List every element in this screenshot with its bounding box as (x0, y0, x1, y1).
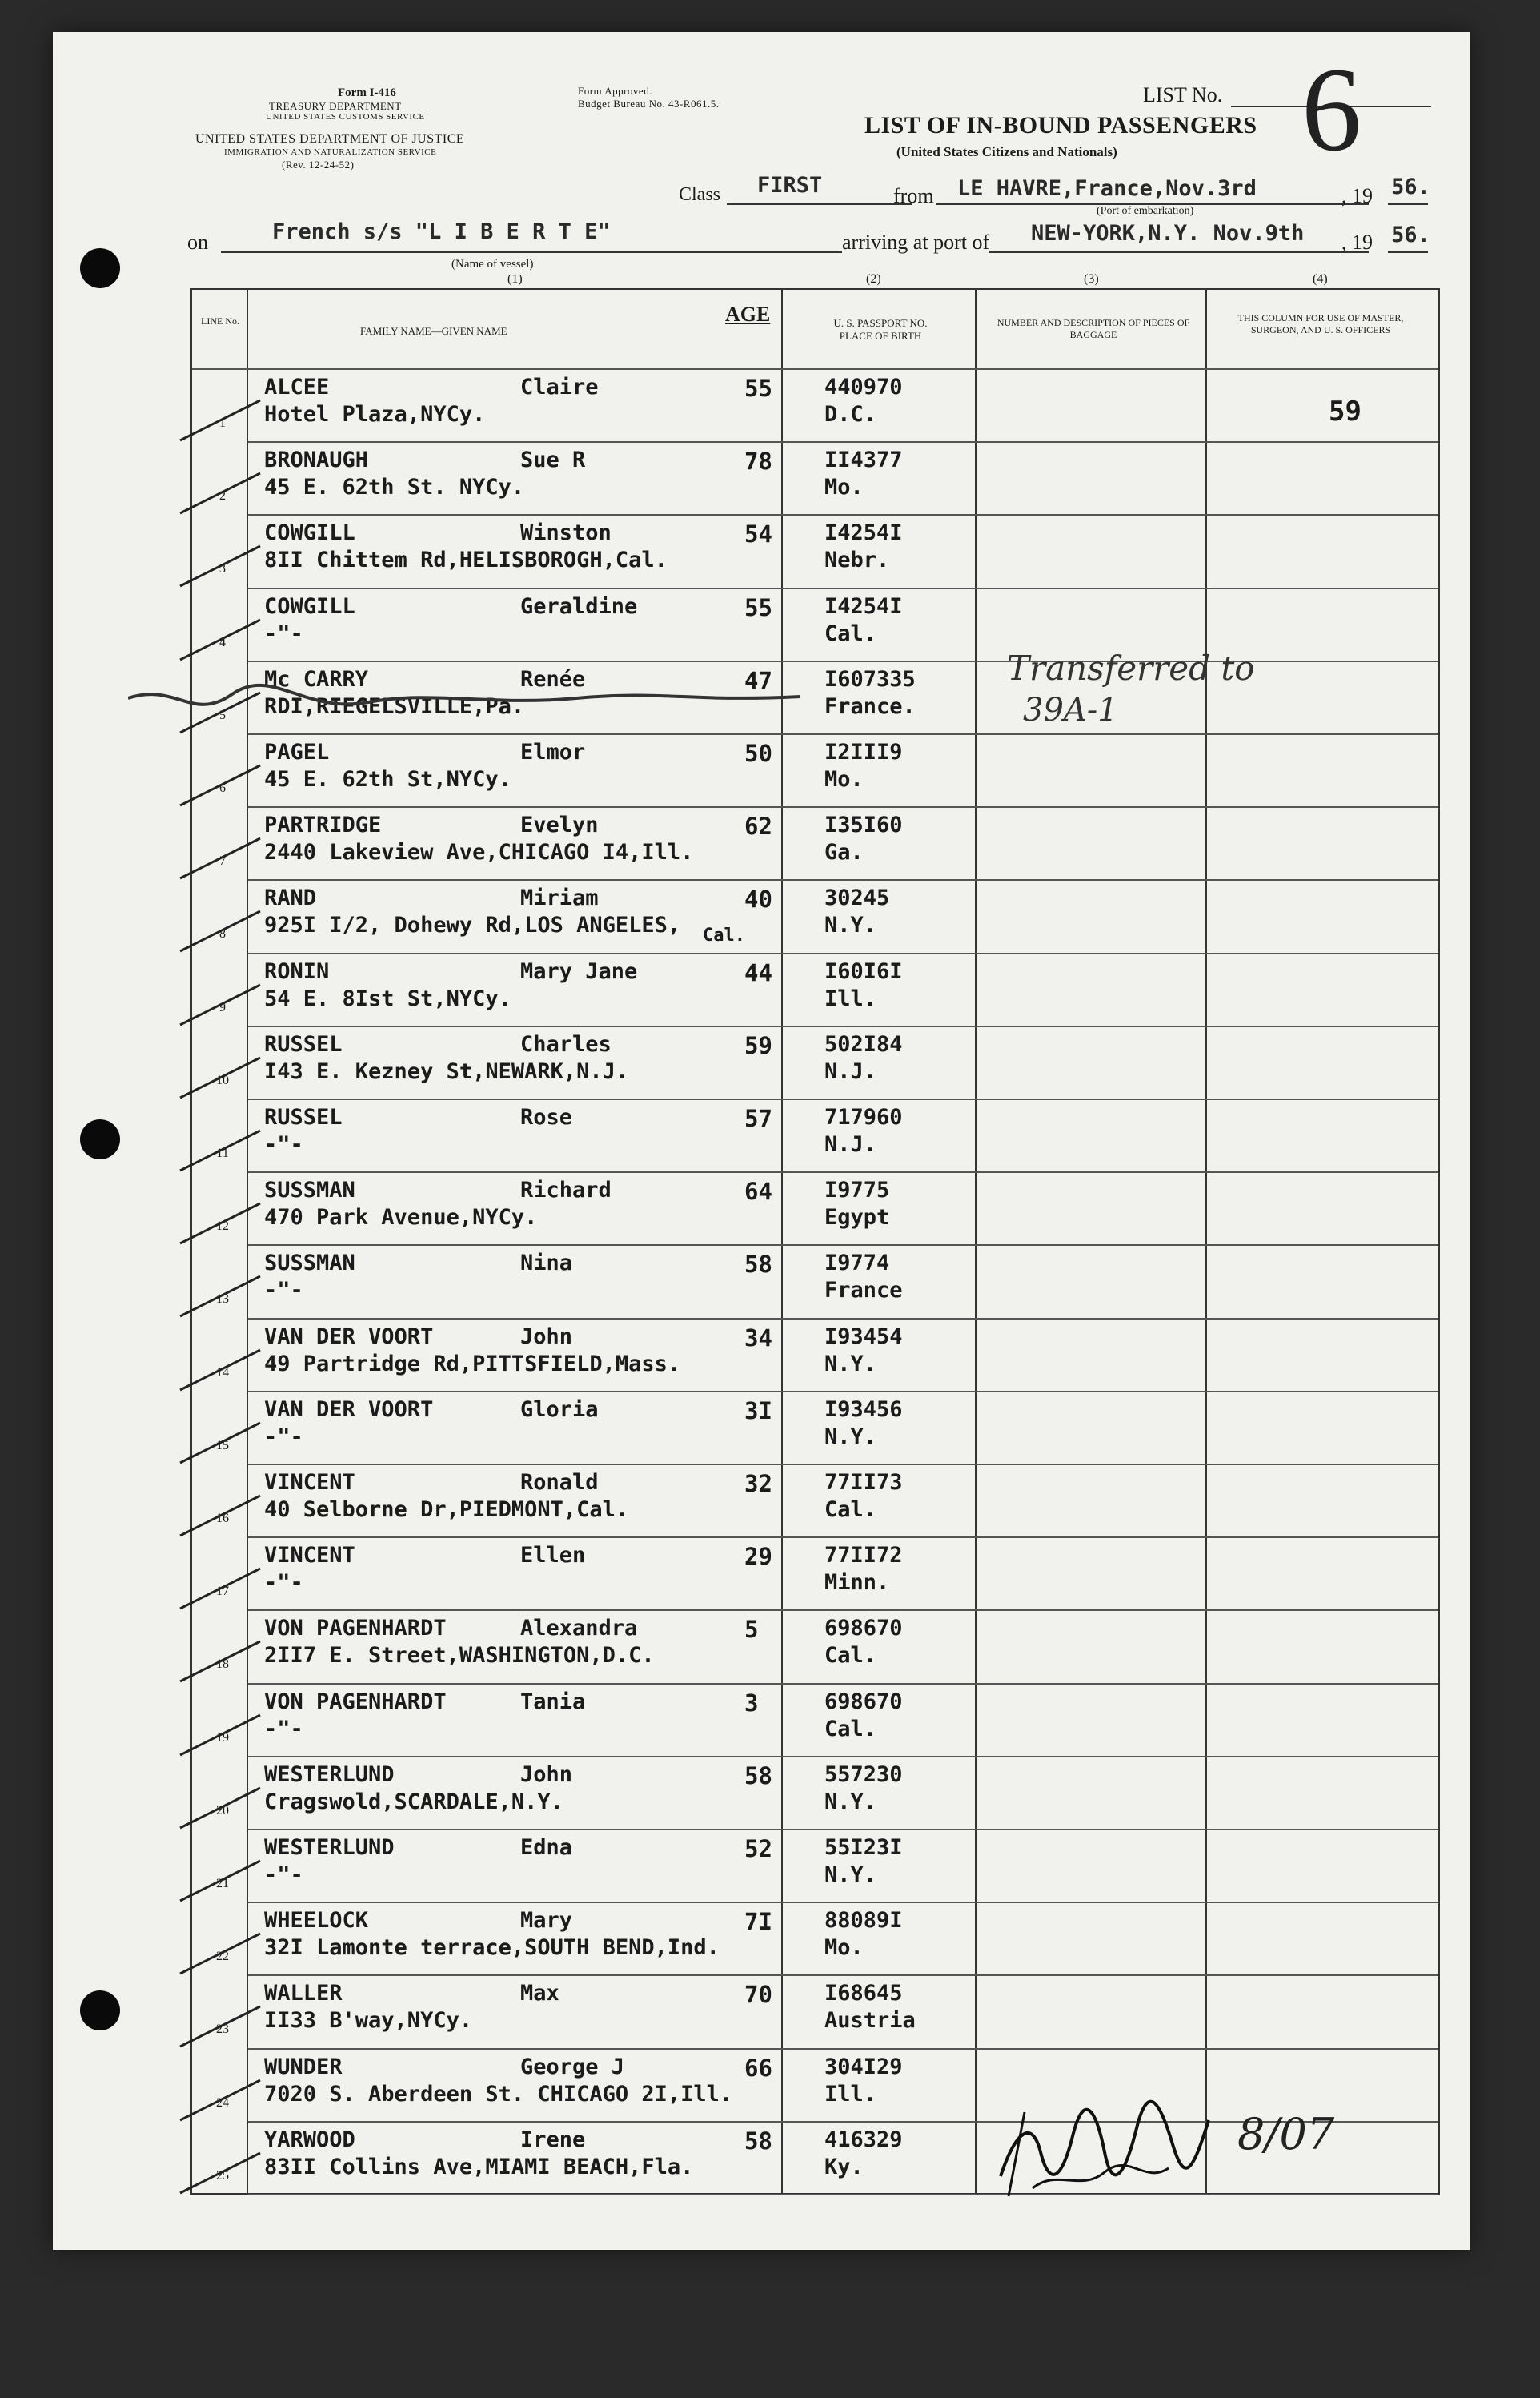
address-continuation: Cal. (703, 926, 745, 946)
address: 8II Chittem Rd,HELISBOROGH,Cal. (264, 548, 668, 573)
place-of-birth: N.Y. (824, 1862, 877, 1887)
strikethrough-line (128, 674, 848, 730)
form-number: Form I-416 (338, 86, 396, 99)
line-number: 17 (216, 1585, 229, 1599)
given-name: John (520, 1761, 573, 1787)
check-mark (172, 2147, 268, 2195)
place-of-birth: Mo. (824, 1935, 864, 1961)
passport-number: I68645 (824, 1981, 903, 2006)
table-row (216, 1246, 1438, 1319)
family-name: BRONAUGH (264, 448, 369, 473)
port-embark-caption: (Port of embarkation) (1097, 205, 1194, 217)
line-number: 20 (216, 1803, 229, 1818)
address: 925I I/2, Dohewy Rd,LOS ANGELES, (264, 913, 681, 938)
year-2: 56. (1391, 223, 1430, 247)
on-label: on (187, 231, 208, 254)
place-of-birth: Ga. (824, 840, 864, 866)
table-row (216, 1757, 1438, 1830)
budget-bureau: Budget Bureau No. 43-R061.5. (578, 98, 720, 110)
family-name: COWGILL (264, 593, 355, 619)
col-2-label: (2) (866, 272, 881, 286)
age: 55 (744, 375, 772, 402)
address: -"- (264, 1132, 303, 1157)
family-name: WALLER (264, 1981, 343, 2006)
place-of-birth: N.Y. (824, 1424, 877, 1449)
family-name: Mc CARRY (264, 666, 369, 692)
age: 78 (744, 448, 772, 476)
line-number: 19 (216, 1730, 229, 1745)
family-name: VINCENT (264, 1543, 355, 1569)
passport-number: 416329 (824, 2127, 903, 2152)
given-name: Rose (520, 1105, 573, 1130)
family-name: SUSSMAN (264, 1251, 355, 1276)
age: 55 (744, 593, 772, 621)
table-row (216, 1976, 1438, 2049)
passport-number: I60I6I (824, 958, 903, 984)
check-mark (172, 1344, 268, 1392)
family-name: ALCEE (264, 375, 330, 400)
passport-number: 717960 (824, 1105, 903, 1130)
given-name: John (520, 1324, 573, 1349)
line-number: 22 (216, 1950, 229, 1964)
age: 70 (744, 1981, 772, 2009)
line-number: 18 (216, 1657, 229, 1672)
place-of-birth: N.Y. (824, 913, 877, 938)
family-name: RAND (264, 886, 317, 911)
line-number: 10 (216, 1073, 229, 1087)
address: I43 E. Kezney St,NEWARK,N.J. (264, 1058, 629, 1084)
officer-count: 59 (1329, 396, 1362, 428)
table-row (219, 808, 1438, 881)
header-age: AGE (725, 303, 771, 326)
given-name: Mary Jane (520, 958, 638, 984)
passport-number: 77II73 (824, 1470, 903, 1495)
table-row (216, 1100, 1438, 1173)
check-mark (172, 613, 268, 661)
passport-number: I93454 (824, 1324, 903, 1349)
passport-number: I2III9 (824, 740, 903, 765)
given-name: Edna (520, 1835, 573, 1860)
check-mark (172, 1489, 268, 1537)
table-row (216, 1465, 1438, 1538)
dept-justice: UNITED STATES DEPARTMENT OF JUSTICE (195, 132, 465, 146)
age: 64 (744, 1178, 772, 1206)
port-of-embarkation: LE HAVRE,France,Nov.3rd (957, 176, 1257, 201)
line-number: 6 (219, 781, 226, 795)
given-name: Alexandra (520, 1616, 638, 1641)
passport-number: I607335 (824, 666, 916, 692)
place-of-birth: Cal. (824, 621, 877, 646)
age: 58 (744, 2127, 772, 2155)
line-number: 23 (216, 2022, 229, 2037)
address: 2II7 E. Street,WASHINGTON,D.C. (264, 1643, 655, 1669)
table-row (216, 1903, 1438, 1976)
line-number: 9 (219, 1000, 226, 1014)
passport-number: II4377 (824, 448, 903, 473)
line-number: 7 (219, 854, 226, 869)
line-number: 2 (219, 489, 226, 504)
from-label: from (893, 184, 934, 207)
address: -"- (264, 1570, 303, 1596)
age: 32 (744, 1470, 772, 1497)
address: RDI,RIEGELSVILLE,Pa. (264, 693, 525, 719)
given-name: George J (520, 2054, 625, 2079)
family-name: RONIN (264, 958, 330, 984)
table-row (219, 516, 1438, 588)
passport-number: 557230 (824, 1761, 903, 1787)
header-passport: U. S. PASSPORT NO. PLACE OF BIRTH (833, 317, 928, 342)
age: 57 (744, 1105, 772, 1132)
dept-treasury: TREASURY DEPARTMENT (269, 100, 402, 112)
passport-number: I35I60 (824, 813, 903, 838)
family-name: SUSSMAN (264, 1178, 355, 1203)
dept-ins: IMMIGRATION AND NATURALIZATION SERVICE (224, 147, 437, 157)
check-mark (172, 832, 268, 880)
col-1-label: (1) (507, 272, 523, 286)
passport-number: 30245 (824, 886, 890, 911)
place-of-birth: Ill. (824, 986, 877, 1011)
passport-number: I9775 (824, 1178, 890, 1203)
place-of-birth: D.C. (824, 402, 877, 427)
passport-number: 304I29 (824, 2054, 903, 2079)
col-3-label: (3) (1084, 272, 1099, 286)
punch-hole (80, 1119, 120, 1159)
family-name: WUNDER (264, 2054, 343, 2079)
check-mark (172, 905, 268, 953)
table-row (219, 735, 1438, 808)
age: 5 (744, 1616, 759, 1644)
family-name: WESTERLUND (264, 1761, 395, 1787)
passport-number: 55I23I (824, 1835, 903, 1860)
passport-number: 502I84 (824, 1031, 903, 1057)
class-value: FIRST (757, 173, 823, 198)
passport-number: 88089I (824, 1908, 903, 1934)
table-row (216, 1685, 1438, 1757)
place-of-birth: Mo. (824, 767, 864, 792)
place-of-birth: France. (824, 693, 916, 719)
line-number: 4 (219, 635, 226, 649)
passport-number: 440970 (824, 375, 903, 400)
line-number: 24 (216, 2095, 229, 2110)
header-officers: THIS COLUMN FOR USE OF MASTER, SURGEON, AND U. S. OFFICERS (1237, 312, 1404, 335)
passport-number: I9774 (824, 1251, 890, 1276)
form-approved: Form Approved. (578, 85, 652, 97)
given-name: Mary (520, 1908, 573, 1934)
check-mark (172, 1562, 268, 1610)
line-number: 3 (219, 562, 226, 576)
address: -"- (264, 1278, 303, 1303)
header-baggage: NUMBER AND DESCRIPTION OF PIECES OF BAGGAGE (997, 317, 1190, 340)
age: 29 (744, 1543, 772, 1571)
place-of-birth: N.Y. (824, 1789, 877, 1814)
age: 59 (744, 1031, 772, 1059)
age: 44 (744, 958, 772, 986)
check-mark (172, 1781, 268, 1830)
given-name: Richard (520, 1178, 612, 1203)
check-mark (172, 467, 268, 515)
place-of-birth: Mo. (824, 475, 864, 500)
given-name: Claire (520, 375, 599, 400)
age: 47 (744, 666, 772, 694)
list-no-label: LIST No. (1143, 83, 1223, 106)
check-mark (172, 1854, 268, 1902)
age: 50 (744, 740, 772, 767)
age: 66 (744, 2054, 772, 2082)
address: 470 Park Avenue,NYCy. (264, 1205, 538, 1231)
form-revision: (Rev. 12-24-52) (282, 159, 355, 171)
check-mark (172, 1927, 268, 1975)
check-mark (172, 1416, 268, 1464)
line-number: 14 (216, 1365, 229, 1380)
line-number: 25 (216, 2168, 229, 2183)
header-line-no: LINE No. (201, 315, 239, 327)
line-number: 12 (216, 1219, 229, 1234)
table-row (216, 1320, 1438, 1392)
place-of-birth: Cal. (824, 1497, 877, 1522)
family-name: WHEELOCK (264, 1908, 369, 1934)
check-mark (172, 1124, 268, 1172)
punch-hole (80, 1990, 120, 2030)
place-of-birth: Egypt (824, 1205, 890, 1231)
given-name: Irene (520, 2127, 586, 2152)
family-name: VAN DER VOORT (264, 1396, 434, 1422)
transferred-ref: 39A-1 (1023, 692, 1118, 729)
age: 40 (744, 886, 772, 914)
line-number: 13 (216, 1292, 229, 1307)
passport-number: I4254I (824, 520, 903, 546)
given-name: Nina (520, 1251, 573, 1276)
table-row (219, 443, 1438, 516)
place-of-birth: Minn. (824, 1570, 890, 1596)
family-name: PAGEL (264, 740, 330, 765)
address: II33 B'way,NYCy. (264, 2008, 473, 2034)
family-name: RUSSEL (264, 1105, 343, 1130)
passport-number: I4254I (824, 593, 903, 619)
check-mark (172, 1635, 268, 1683)
table-row (219, 881, 1438, 954)
given-name: Sue R (520, 448, 586, 473)
line-number: 11 (216, 1147, 229, 1160)
age: 52 (744, 1835, 772, 1862)
given-name: Renée (520, 666, 586, 692)
list-no-value: 6 (1301, 43, 1362, 176)
form-title: LIST OF IN-BOUND PASSENGERS (864, 112, 1257, 139)
place-of-birth: Austria (824, 2008, 916, 2034)
address: 54 E. 8Ist St,NYCy. (264, 986, 511, 1011)
check-mark (172, 2074, 268, 2122)
table-row (216, 1027, 1438, 1100)
given-name: Evelyn (520, 813, 599, 838)
family-name: RUSSEL (264, 1031, 343, 1057)
year-prefix-1: , 19 (1341, 184, 1373, 207)
address: 83II Collins Ave,MIAMI BEACH,Fla. (264, 2154, 694, 2179)
table-row (216, 1392, 1438, 1465)
address: 45 E. 62th St. NYCy. (264, 475, 525, 500)
given-name: Geraldine (520, 593, 638, 619)
vessel-caption: (Name of vessel) (451, 258, 534, 271)
footer-mark: 8/07 (1237, 2109, 1335, 2159)
check-mark (172, 978, 268, 1026)
place-of-birth: N.J. (824, 1058, 877, 1084)
year-prefix-2: , 19 (1341, 231, 1373, 254)
line-number: 1 (219, 416, 226, 430)
given-name: Max (520, 1981, 559, 2006)
address: Hotel Plaza,NYCy. (264, 402, 486, 427)
line-number: 8 (219, 927, 226, 942)
given-name: Elmor (520, 740, 586, 765)
place-of-birth: Cal. (824, 1716, 877, 1741)
given-name: Miriam (520, 886, 599, 911)
given-name: Winston (520, 520, 612, 546)
address: 49 Partridge Rd,PITTSFIELD,Mass. (264, 1351, 681, 1376)
check-mark (172, 540, 268, 588)
place-of-birth: N.J. (824, 1132, 877, 1157)
check-mark (172, 1051, 268, 1099)
family-name: VINCENT (264, 1470, 355, 1495)
place-of-birth: Ky. (824, 2154, 864, 2179)
passport-number: 77II72 (824, 1543, 903, 1569)
class-label: Class (679, 184, 721, 205)
address: -"- (264, 1716, 303, 1741)
check-mark (172, 759, 268, 807)
line-number: 5 (219, 708, 226, 722)
table-row (219, 589, 1438, 662)
age: 3 (744, 1689, 759, 1717)
passenger-table (190, 288, 1440, 2195)
address: -"- (264, 621, 303, 646)
officer-signature (985, 2096, 1225, 2200)
place-of-birth: France (824, 1278, 903, 1303)
place-of-birth: Nebr. (824, 548, 890, 573)
address: 40 Selborne Dr,PIEDMONT,Cal. (264, 1497, 629, 1522)
table-row (216, 1830, 1438, 1903)
check-mark (172, 394, 268, 442)
age: 3I (744, 1396, 772, 1424)
address: -"- (264, 1424, 303, 1449)
age: 62 (744, 813, 772, 841)
address: Cragswold,SCARDALE,N.Y. (264, 1789, 563, 1814)
family-name: PARTRIDGE (264, 813, 382, 838)
check-mark (172, 2000, 268, 2048)
place-of-birth: Ill. (824, 2081, 877, 2107)
given-name: Gloria (520, 1396, 599, 1422)
family-name: VAN DER VOORT (264, 1324, 434, 1349)
age: 7I (744, 1908, 772, 1936)
family-name: VON PAGENHARDT (264, 1689, 447, 1714)
line-number: 16 (216, 1512, 229, 1525)
age: 58 (744, 1761, 772, 1789)
form-subtitle: (United States Citizens and Nationals) (896, 144, 1117, 159)
arriving-label: arriving at port of (842, 231, 990, 254)
table-row (216, 1611, 1438, 1684)
line-number: 21 (216, 1877, 229, 1890)
header-family-name: FAMILY NAME—GIVEN NAME (360, 325, 507, 337)
check-mark (172, 1270, 268, 1318)
age: 34 (744, 1324, 772, 1352)
given-name: Ronald (520, 1470, 599, 1495)
family-name: YARWOOD (264, 2127, 355, 2152)
vessel-name: French s/s "L I B E R T E" (272, 219, 611, 244)
col-4-label: (4) (1313, 272, 1328, 286)
address: -"- (264, 1862, 303, 1887)
given-name: Charles (520, 1031, 612, 1057)
row-divider (248, 2194, 1438, 2195)
given-name: Ellen (520, 1543, 586, 1569)
family-name: COWGILL (264, 520, 355, 546)
given-name: Tania (520, 1689, 586, 1714)
place-of-birth: Cal. (824, 1643, 877, 1669)
table-row (216, 1173, 1438, 1246)
family-name: VON PAGENHARDT (264, 1616, 447, 1641)
table-row (216, 1538, 1438, 1611)
check-mark (172, 1197, 268, 1245)
check-mark (172, 1709, 268, 1757)
age: 54 (744, 520, 772, 548)
passport-number: 698670 (824, 1616, 903, 1641)
address: 45 E. 62th St,NYCy. (264, 767, 511, 792)
age: 58 (744, 1251, 772, 1279)
dept-customs: UNITED STATES CUSTOMS SERVICE (266, 112, 425, 122)
passport-number: I93456 (824, 1396, 903, 1422)
punch-hole (80, 248, 120, 288)
year-1: 56. (1391, 175, 1430, 199)
table-row (219, 954, 1438, 1027)
line-number: 15 (216, 1438, 229, 1452)
address: 7020 S. Aberdeen St. CHICAGO 2I,Ill. (264, 2081, 733, 2107)
address: 2440 Lakeview Ave,CHICAGO I4,Ill. (264, 840, 694, 866)
place-of-birth: N.Y. (824, 1351, 877, 1376)
family-name: WESTERLUND (264, 1835, 395, 1860)
transferred-note: Transferred to (1007, 649, 1255, 688)
address: 32I Lamonte terrace,SOUTH BEND,Ind. (264, 1935, 720, 1961)
port-of-arrival: NEW-YORK,N.Y. Nov.9th (1031, 221, 1305, 246)
table-row (219, 370, 1438, 443)
passport-number: 698670 (824, 1689, 903, 1714)
